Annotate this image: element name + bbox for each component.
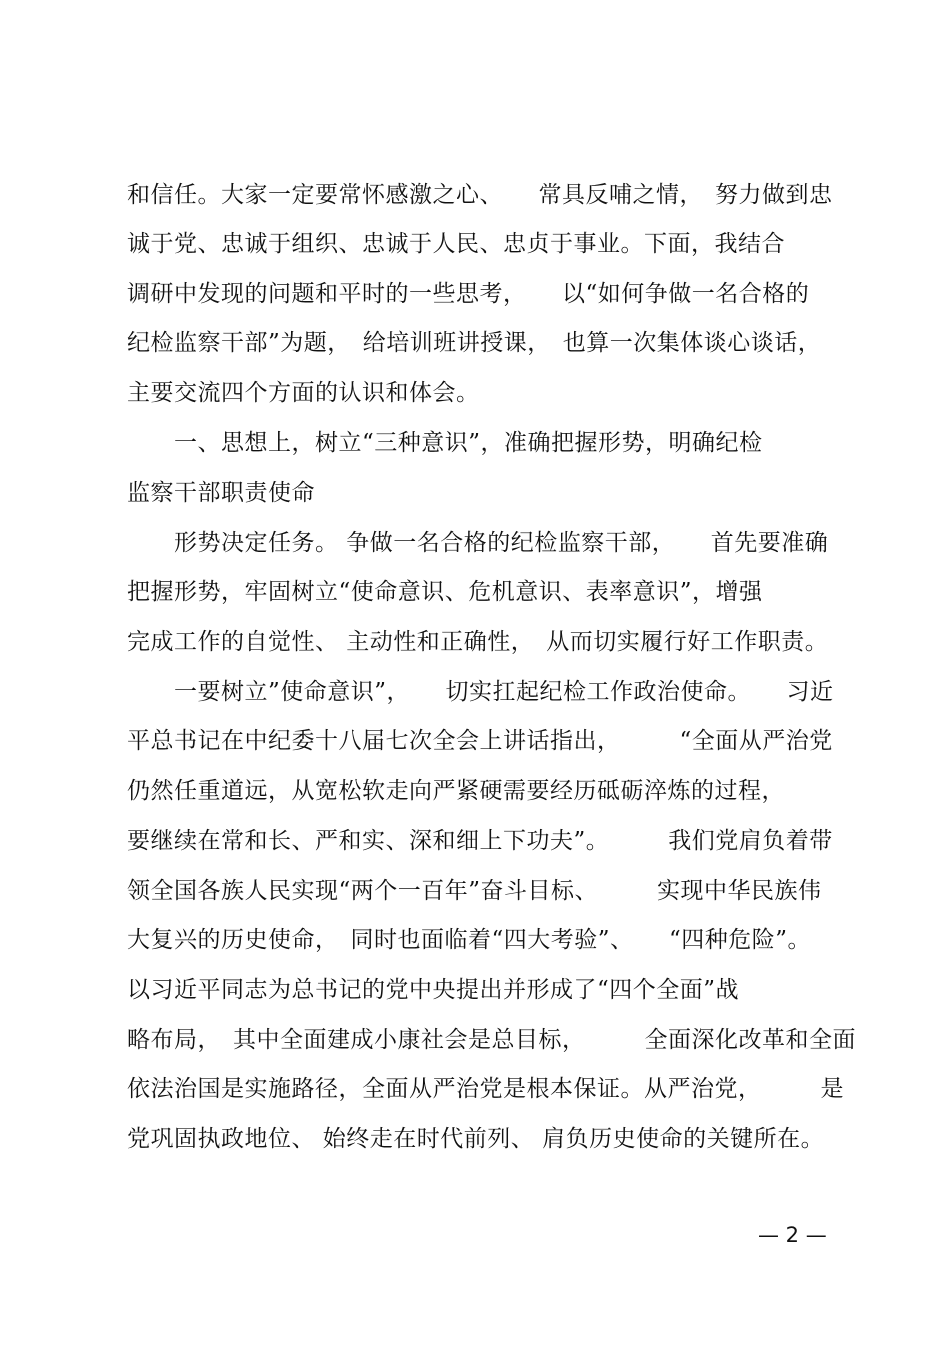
text-line-17: 以习近平同志为总书记的党中央提出并形成了“四个全面”战	[127, 977, 740, 1003]
text-line-9: 把握形势，牢固树立“使命意识、危机意识、表率意识”，增强	[127, 579, 763, 605]
section-heading-line-1: 一、思想上，树立“三种意识”，准确把握形势，明确纪检	[127, 430, 763, 456]
text-line-5: 主要交流四个方面的认识和体会。	[127, 380, 480, 406]
text-line-14: 要继续在常和长、严和实、深和细上下功夫”。 我们党肩负着带	[127, 828, 833, 854]
section-heading-line-2: 监察干部职责使命	[127, 480, 315, 506]
text-line-13: 仍然任重道远，从宽松软走向严紧硬需要经历砥砺淬炼的过程，	[127, 778, 785, 804]
text-line-19: 依法治国是实施路径，全面从严治党是根本保证。从严治党， 是	[127, 1076, 844, 1102]
text-line-20: 党巩固执政地位、 始终走在时代前列、 肩负历史使命的关键所在。	[127, 1126, 825, 1152]
text-line-11: 一要树立”使命意识”， 切实扛起纪检工作政治使命。 习近	[127, 679, 834, 705]
text-line-18: 略布局， 其中全面建成小康社会是总目标， 全面深化改革和全面	[127, 1027, 856, 1053]
text-line-8: 形势决定任务。 争做一名合格的纪检监察干部， 首先要准确	[127, 530, 829, 556]
text-line-16: 大复兴的历史使命， 同时也面临着“四大考验”、 “四种危险”。	[127, 927, 812, 953]
page-number: — 2 —	[758, 1223, 827, 1247]
text-line-1: 和信任。大家一定要常怀感激之心、 常具反哺之情， 努力做到忠	[127, 182, 833, 208]
text-line-3: 调研中发现的问题和平时的一些思考， 以“如何争做一名合格的	[127, 281, 810, 307]
text-line-15: 领全国各族人民实现“两个一百年”奋斗目标、 实现中华民族伟	[127, 878, 822, 904]
text-line-10: 完成工作的自觉性、 主动性和正确性， 从而切实履行好工作职责。	[127, 629, 829, 655]
text-line-12: 平总书记在中纪委十八届七次全会上讲话指出， “全面从严治党	[127, 728, 833, 754]
text-line-4: 纪检监察干部”为题， 给培训班讲授课， 也算一次集体谈心谈话，	[127, 330, 822, 356]
text-line-2: 诚于党、忠诚于组织、忠诚于人民、忠贞于事业。下面，我结合	[127, 231, 785, 257]
